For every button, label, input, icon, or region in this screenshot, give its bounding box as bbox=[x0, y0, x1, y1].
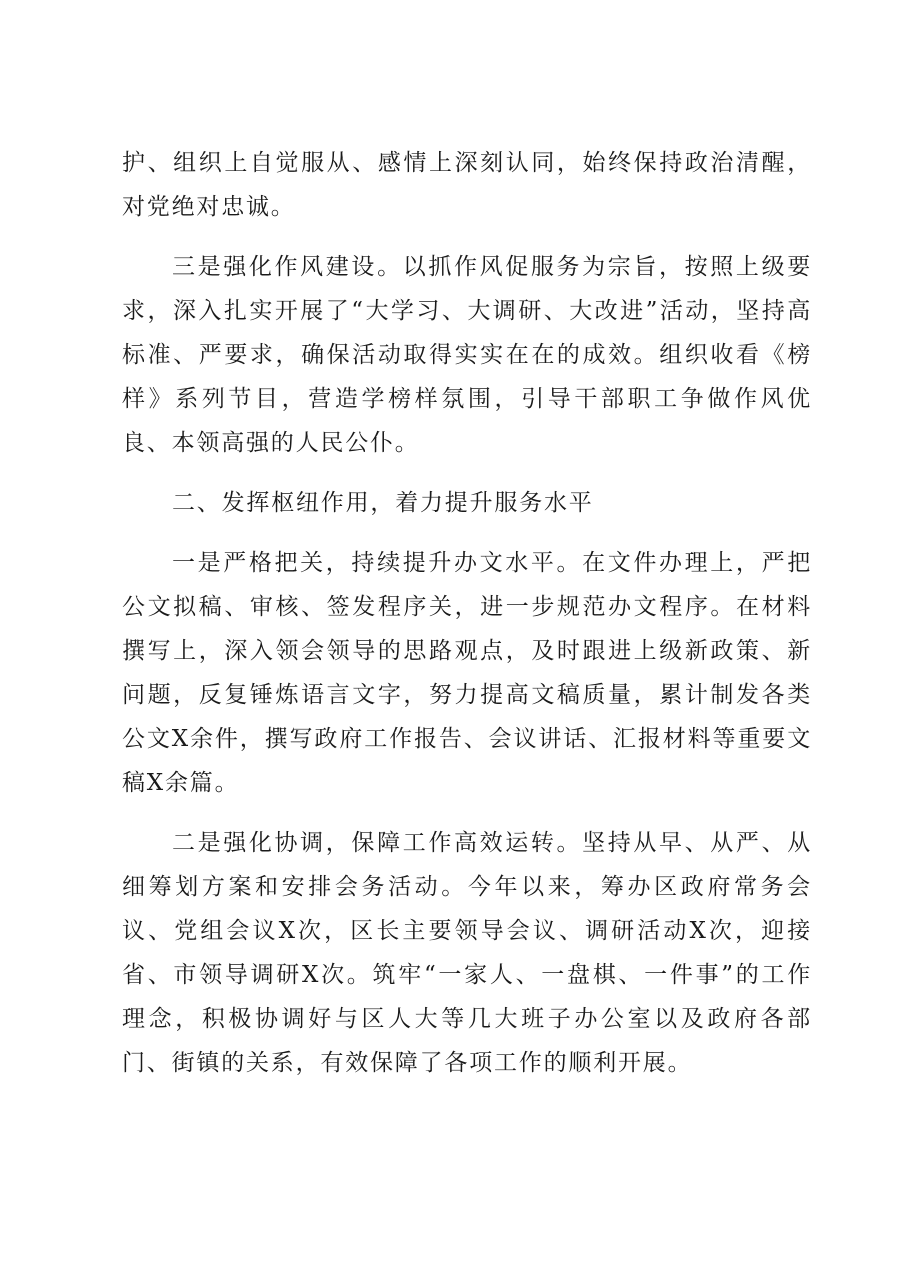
paragraph-document-handling: 一是严格把关，持续提升办文水平。在文件办理上，严把公文拟稿、审核、签发程序关，进一步规范办文程序。在材料撰写上，深入领会领导的思路观点，及时跟进上级新政策、新问题，反复锤炼语言文字，努力提高文稿质量，累计制发各类公文X余件，撰写政府工作报告、会议讲话、汇报材料等重要文稿X余篇。 bbox=[122, 550, 812, 796]
document-body bbox=[122, 141, 812, 1101]
paragraph-style-building: 三是强化作风建设。以抓作风促服务为宗旨，按照上级要求，深入扎实开展了“大学习、大调研、大改进”活动，坚持高标准、严要求，确保活动取得实实在在的成效。组织收看《榜样》系列节目，营造学榜样氛围，引导干部职工争做作风优良、本领高强的人民公仆。 bbox=[122, 254, 812, 456]
section-heading: 二、发挥枢纽作用，着力提升服务水平 bbox=[172, 490, 594, 516]
paragraph-continuation: 护、组织上自觉服从、感情上深刻认同，始终保持政治清醒，对党绝对忠诚。 bbox=[122, 150, 812, 220]
paragraph-coordination: 二是强化协调，保障工作高效运转。坚持从早、从严、从细筹划方案和安排会务活动。今年以来，筹办区政府常务会议、党组会议X次，区长主要领导会议、调研活动X次，迎接省、市领导调研X次。筑牢“一家人、一盘棋、一件事”的工作理念，积极协调好与区人大等几大班子办公室以及政府各部门、街镇的关系，有效保障了各项工作的顺利开展。 bbox=[122, 830, 812, 1076]
